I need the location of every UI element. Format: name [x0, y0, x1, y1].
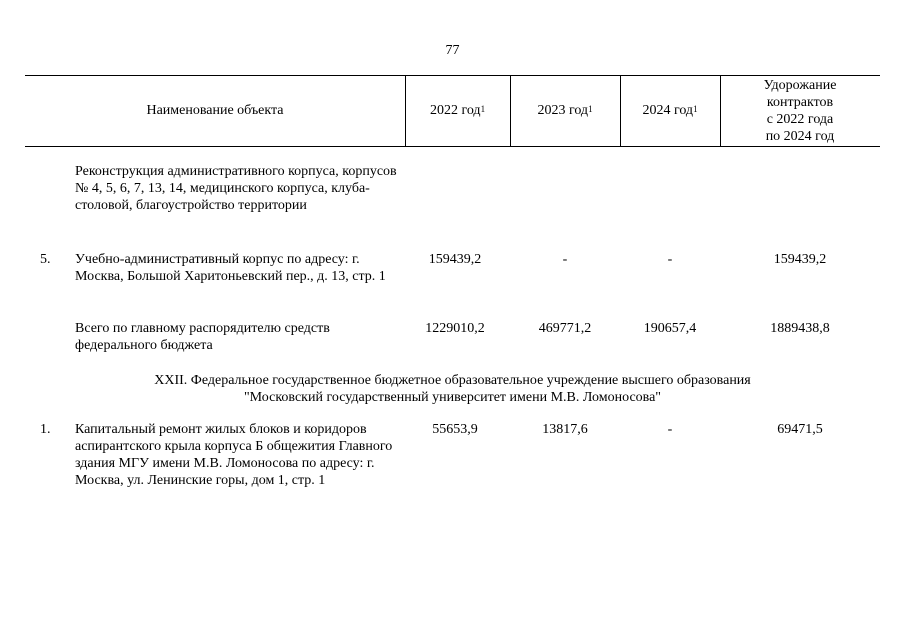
value-2023: 469771,2 — [538, 321, 592, 336]
table-row-total — [0, 320, 905, 356]
row-object-name: Реконструкция административного корпуса, корпусов № 4, 5, 6, 7, 13, 14, медицинского корпуса, клуба-столовой, благоустройство территории — [75, 164, 397, 213]
value-2022: 159439,2 — [428, 252, 482, 267]
value-total: 1889438,8 — [770, 321, 830, 336]
page-number: 77 — [445, 43, 460, 58]
header-cost-line: по 2024 год — [765, 128, 835, 144]
table-row — [0, 251, 905, 303]
header-cost-line: Удорожание — [763, 77, 837, 93]
value-total: 159439,2 — [773, 252, 827, 267]
row-object-name: Всего по главному распорядителю средств федерального бюджета — [75, 321, 330, 353]
header-2024-label: 2024 год — [642, 103, 694, 118]
header-name-label: Наименование объекта — [146, 103, 284, 118]
header-2024: 2024 год $^1$ — [642, 103, 698, 118]
value-2024: - — [667, 252, 673, 267]
header-2023-label: 2023 год — [537, 103, 589, 118]
section-title-line: "Московский государственный университет имени М.В. Ломоносова" — [243, 390, 662, 405]
value-2023: 13817,6 — [542, 422, 588, 437]
value-2023: - — [562, 252, 568, 267]
header-2022-label: 2022 год — [429, 103, 481, 118]
row-object-name: Капитальный ремонт жилых блоков и коридоров аспирантского крыла корпуса Б общежития Главного здания МГУ имени М.В. Ломоносова по адресу: г. Москва, ул. Ленинские горы, дом 1, стр. 1 — [75, 422, 393, 488]
table-row — [0, 421, 905, 511]
value-2024: - — [667, 422, 673, 437]
header-bottom-rule — [25, 146, 880, 147]
header-cost-line: с 2022 года — [766, 111, 834, 127]
section-title-line: XXII. Федеральное государственное бюджетное образовательное учреждение высшего образования — [154, 373, 751, 388]
row-object-name: Учебно-административный корпус по адресу: г. Москва, Большой Харитоньевский пер., д. 13, стр. 1 — [75, 252, 386, 284]
header-cost-increase — [720, 75, 880, 146]
table-row — [0, 163, 905, 235]
header-name — [25, 75, 405, 146]
value-2024: 190657,4 — [643, 321, 697, 336]
row-number: 1. — [40, 422, 51, 437]
header-cost-line: контрактов — [766, 94, 834, 110]
header-2022: 2022 год $^1$ — [429, 103, 486, 118]
value-2022: 55653,9 — [432, 422, 478, 437]
value-2022: 1229010,2 — [425, 321, 485, 336]
section-title — [25, 372, 880, 406]
row-number: 5. — [40, 252, 51, 267]
header-2023: 2023 год $^1$ — [537, 103, 593, 118]
value-total: 69471,5 — [777, 422, 823, 437]
